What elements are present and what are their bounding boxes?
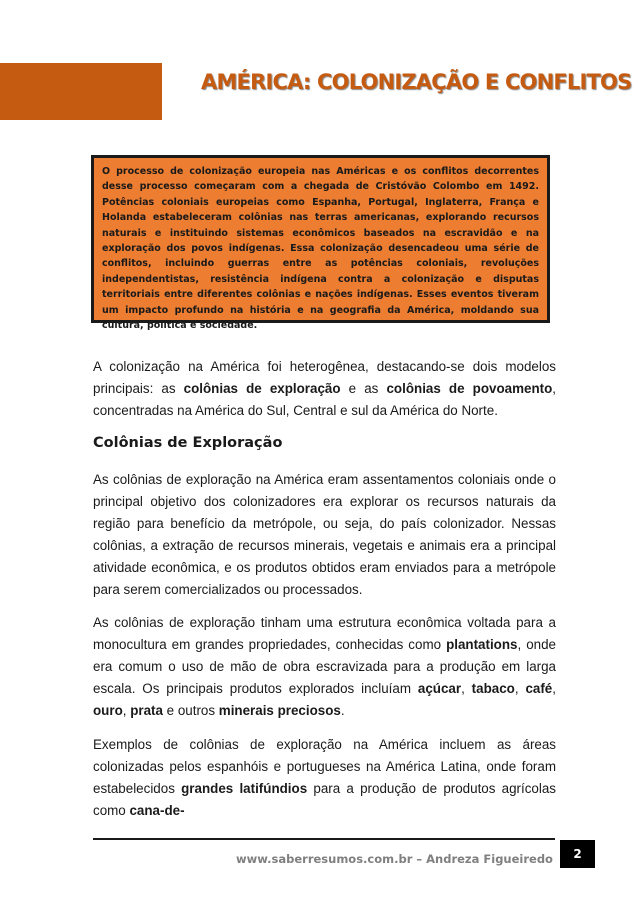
p4-text-2: para a produção de produtos agrícolas como (93, 781, 556, 818)
p1-bold-2: colônias de povoamento (386, 381, 553, 396)
p1-text-1: A colonização na América foi heterogênea, destacando-se dois modelos principais: as (93, 359, 556, 396)
p3-text-5: , (552, 681, 556, 696)
p4-bold-latifundios: grandes latifúndios (181, 781, 308, 796)
p4-text-1: Exemplos de colônias de exploração na América incluem as áreas colonizadas pelos espanhóis e portugueses na América Latina, onde foram estabelecidos (93, 737, 556, 796)
p3-text-7: e outros (162, 703, 219, 718)
p3-bold-cafe: café (525, 681, 553, 696)
p2-text: As colônias de exploração na América eram assentamentos coloniais onde o principal objetivo dos colonizadores era explorar os recursos naturais da região para benefício da metrópole, ou seja, do país colonizador. Nessas colônias, a extração de recursos minerais, vegetais e animais era a principal atividade econômica, e os produtos obtidos eram enviados para a metrópole para serem comercializados ou processados. (93, 472, 556, 597)
p1-text-2: e as (340, 381, 387, 396)
paragraph-intro (93, 356, 556, 422)
header-accent-block (0, 63, 162, 120)
p3-bold-ouro: ouro (93, 703, 123, 718)
section-heading: Colônias de Exploração (93, 435, 283, 451)
p3-text-1: As colônias de exploração tinham uma estrutura econômica voltada para a monocultura em grandes propriedades, conhecidas como (93, 615, 556, 652)
p4-bold-cana: cana-de- (129, 803, 185, 818)
p3-text-8: . (340, 703, 345, 718)
paragraph-exploration-1 (93, 469, 556, 601)
footer-divider (93, 838, 555, 840)
p3-bold-minerais: minerais preciosos (218, 703, 341, 718)
page-number: 2 (560, 840, 595, 868)
p3-text-3: , (461, 681, 472, 696)
intro-text: O processo de colonização europeia nas Américas e os conflitos decorrentes desse processo começaram com a chegada de Cristóvão Colombo em 1492. Potências coloniais europeias como Espanha, Portugal, Inglaterra, França e Holanda estabeleceram colônias nas terras americanas, explorando recursos naturais e instituindo sistemas econômicos baseados na escravidão e na exploração dos povos indígenas. Essa colonização desencadeou uma série de conflitos, incluindo guerras entre as potências coloniais, revoluções independentistas, resistência indígena contra a colonização e disputas territoriais entre diferentes colônias e nações indígenas. Esses eventos tiveram um impacto profundo na história e na geografia da América, moldando sua cultura, política e sociedade. (102, 166, 539, 332)
p3-bold-prata: prata (130, 703, 163, 718)
p3-text-2: , onde era comum o uso de mão de obra escravizada para a produção em larga escala. Os principais produtos explorados incluíam (93, 637, 556, 696)
p3-bold-acucar: açúcar (417, 681, 462, 696)
p1-text-3: , concentradas na América do Sul, Central e sul da América do Norte. (93, 381, 556, 418)
paragraph-exploration-2 (93, 612, 556, 722)
p3-bold-tabaco: tabaco (471, 681, 515, 696)
p1-bold-1: colônias de exploração (183, 381, 341, 396)
intro-box (91, 155, 550, 332)
paragraph-examples (93, 734, 556, 822)
footer-credit: www.saberresumos.com.br – Andreza Figueiredo (236, 852, 553, 866)
p3-text-6: , (122, 703, 131, 718)
page-title: AMÉRICA: COLONIZAÇÃO E CONFLITOS (201, 70, 632, 94)
p3-text-4: , (514, 681, 526, 696)
p3-bold-plantations: plantations (446, 637, 518, 652)
